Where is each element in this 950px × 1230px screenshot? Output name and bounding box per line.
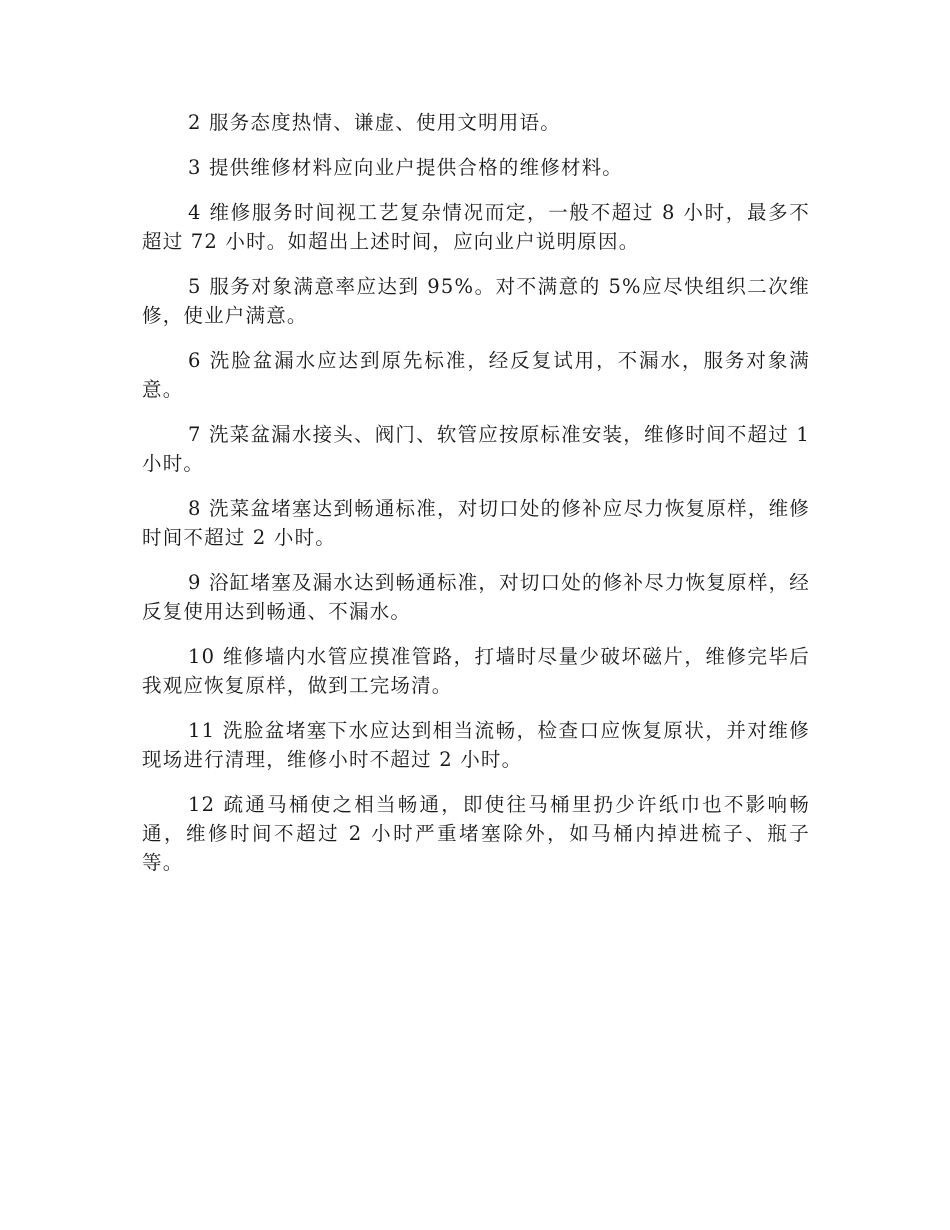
- paragraph-item-8: 8 洗菜盆堵塞达到畅通标准，对切口处的修补应尽力恢复原样，维修时间不超过 2 小时。: [142, 497, 810, 549]
- paragraph-item-6: 6 洗脸盆漏水应达到原先标准，经反复试用，不漏水，服务对象满意。: [142, 349, 810, 401]
- document-page: [142, 108, 810, 893]
- paragraph-item-11: 11 洗脸盆堵塞下水应达到相当流畅，检查口应恢复原状，并对维修现场进行清理，维修小时不超过 2 小时。: [142, 719, 810, 771]
- paragraph-item-5: 5 服务对象满意率应达到 95%。对不满意的 5%应尽快组织二次维修，使业户满意。: [142, 275, 810, 327]
- paragraph-item-7: 7 洗菜盆漏水接头、阀门、软管应按原标准安装，维修时间不超过 1 小时。: [142, 423, 810, 475]
- paragraph-item-9: 9 浴缸堵塞及漏水达到畅通标准，对切口处的修补尽力恢复原样，经反复使用达到畅通、不漏水。: [142, 571, 810, 623]
- paragraph-item-2: 2 服务态度热情、谦虚、使用文明用语。: [188, 111, 561, 134]
- paragraph-item-4: 4 维修服务时间视工艺复杂情况而定，一般不超过 8 小时，最多不超过 72 小时。如超出上述时间，应向业户说明原因。: [142, 201, 810, 253]
- paragraph-item-10: 10 维修墙内水管应摸准管路，打墙时尽量少破坏磁片，维修完毕后我观应恢复原样，做到工完场清。: [142, 645, 810, 697]
- paragraph-item-3: 3 提供维修材料应向业户提供合格的维修材料。: [188, 156, 624, 179]
- paragraph-item-12: 12 疏通马桶使之相当畅通，即使往马桶里扔少许纸巾也不影响畅通，维修时间不超过 2 小时严重堵塞除外，如马桶内掉进梳子、瓶子等。: [142, 793, 810, 874]
